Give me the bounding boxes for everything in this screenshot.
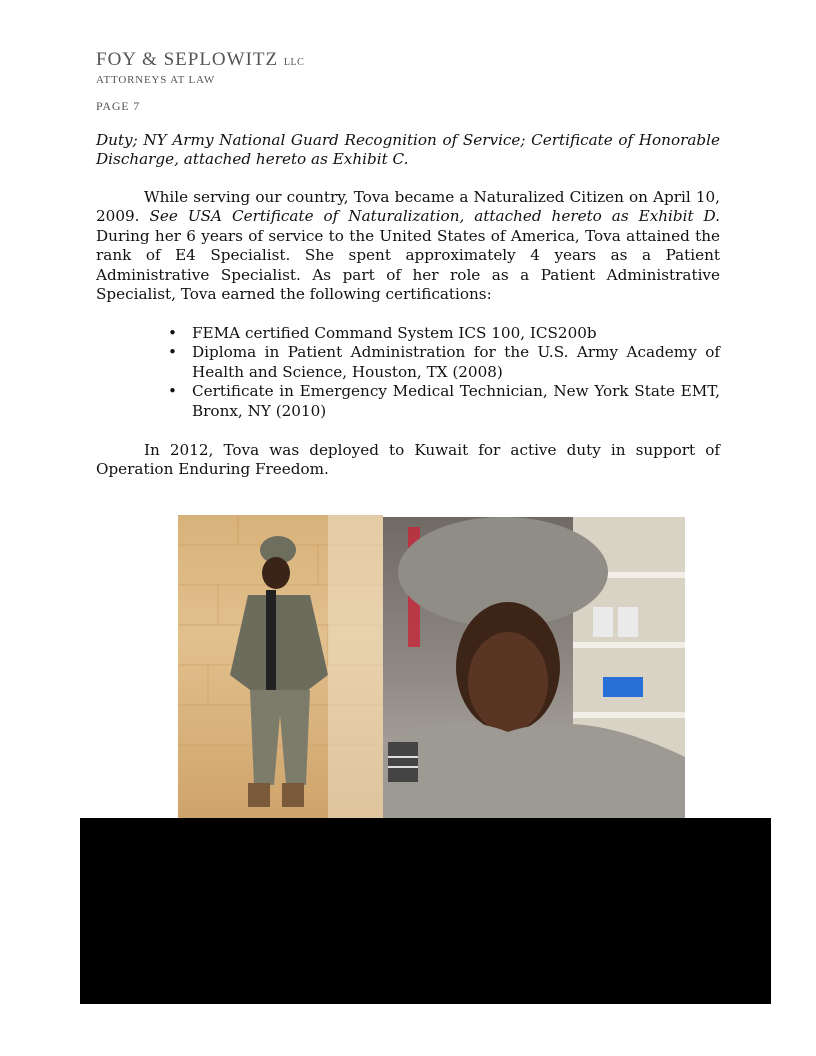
firm-name-text: FOY & SEPLOWITZ [96,49,279,70]
redaction-block [80,818,771,1004]
paragraph-exhibit-c: Duty; NY Army National Guard Recognition of Service; Certificate of Honorable Discharge, attached hereto as Exhibit C. [96,131,720,169]
photo-soldier-selfie [383,517,685,818]
naturalization-sentence: While serving our country, Tova became a Naturalized Citizen on April 10, 2009. [96,188,720,226]
firm-suffix: LLC [283,57,305,68]
list-item [168,324,720,343]
paragraph-deployment [96,441,720,480]
soldier-standing-image [178,515,383,818]
paragraph-naturalization [96,188,720,304]
service-sentence: During her 6 years of service to the United States of America, Tova attained the rank of E4 Specialist. She spent approximately 4 years as a Patient Administrative Specialist. As part of her role as a Patient Administrative Specialist, Tova earned the following certifications: [96,226,720,304]
list-item [168,343,720,382]
photo-soldier-standing [178,515,383,818]
certification-text: FEMA certified Command System ICS 100, ICS200b [192,324,597,342]
deployment-text: In 2012, Tova was deployed to Kuwait for active duty in support of Operation Enduring Freedom. [96,441,720,479]
bullet-icon: • [168,324,177,342]
page-number: PAGE 7 [96,99,141,113]
soldier-selfie-image [383,517,685,818]
bullet-icon: • [168,382,177,401]
letterhead [96,49,304,86]
certifications-list [168,324,720,421]
firm-subtitle: ATTORNEYS AT LAW [96,74,216,86]
certification-text: Certificate in Emergency Medical Technician, New York State EMT, Bronx, NY (2010) [192,382,720,420]
exhibit-d-reference: See USA Certificate of Naturalization, attached hereto as Exhibit D. [149,207,721,226]
firm-name [96,49,304,74]
list-item [168,382,720,421]
bullet-icon: • [168,343,177,362]
certification-text: Diploma in Patient Administration for the U.S. Army Academy of Health and Science, Houston, TX (2008) [192,343,720,381]
